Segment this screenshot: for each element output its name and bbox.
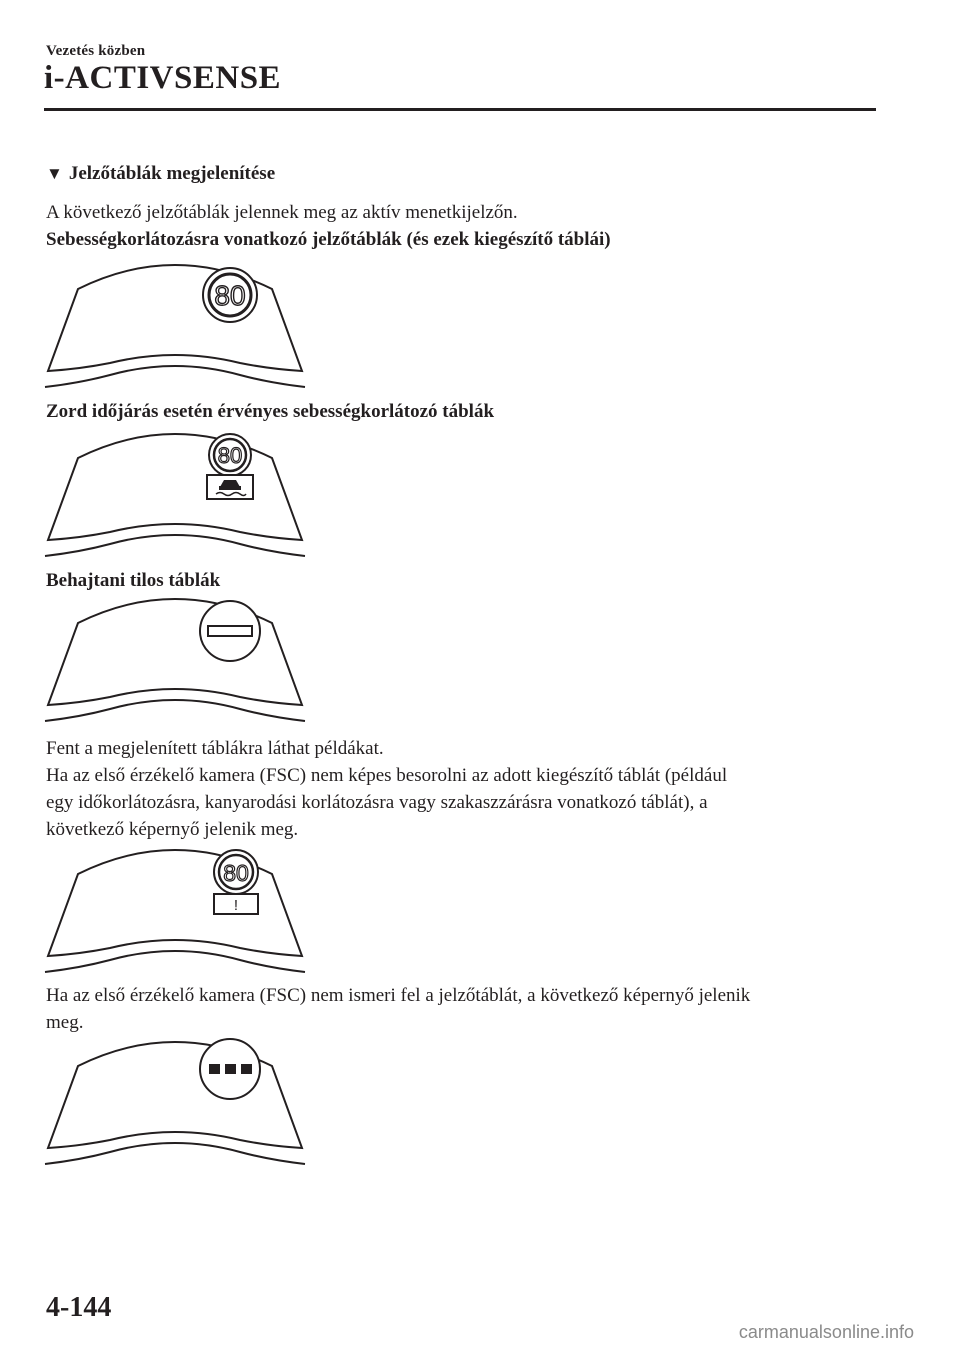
label-no-entry: Behajtani tilos táblák [46,570,221,591]
label-bad-weather: Zord időjárás esetén érvényes sebességkorlátozó táblák [46,401,495,422]
speed-value: 80 [214,280,246,311]
unknown-plate-icon [214,894,258,914]
fsc-unrecognized-line-1: Ha az első érzékelő kamera (FSC) nem ismeri fel a jelzőtáblát, a következő képernyő jelenik [46,985,751,1006]
section-title: i-ACTIVSENSE [44,60,282,96]
speed-limit-display-figure [40,253,310,393]
fsc-classify-line-1: Ha az első érzékelő kamera (FSC) nem képes besorolni az adott kiegészítő táblát (például [46,765,728,786]
header-divider [44,108,876,111]
svg-text:80: 80 [223,860,249,886]
no-entry-sign-icon [200,601,260,661]
intro-paragraph: A következő jelzőtáblák jelennek meg az aktív menetkijelzőn. [46,202,518,223]
subsection-heading-text: Jelzőtáblák megjelenítése [68,163,276,184]
speed-limit-sign-icon [209,434,251,476]
unclassified-supplementary-sign-figure [40,838,310,978]
no-entry-display-figure [40,587,310,727]
label-speed-limit: Sebességkorlátozásra vonatkozó jelzőtáblák (és ezek kiegészítő táblái) [46,229,611,250]
examples-paragraph: Fent a megjelenített táblákra láthat példákat. [46,738,384,759]
fsc-classify-line-3: következő képernyő jelenik meg. [46,819,299,840]
chapter-title: Vezetés közben [46,43,146,59]
svg-text:80: 80 [217,443,243,468]
subsection-heading [46,163,275,185]
unrecognized-sign-figure [40,1030,310,1170]
watermark-text: carmanualsonline.info [738,1322,914,1342]
slippery-road-plate-icon [207,475,253,499]
speed-limit-sign-icon [203,268,257,322]
page-number: 4-144 [46,1292,112,1323]
exclamation-icon: ! [233,897,239,914]
fsc-unrecognized-line-2: meg. [46,1012,84,1033]
triangle-marker-icon: ▼ [46,164,63,183]
unrecognized-sign-icon [200,1039,260,1099]
fsc-classify-line-2: egy időkorlátozásra, kanyarodási korlátozásra vagy szakaszzárásra vonatkozó táblát), a [46,792,708,813]
speed-limit-sign-icon [214,850,258,894]
bad-weather-speed-limit-figure [40,422,310,562]
